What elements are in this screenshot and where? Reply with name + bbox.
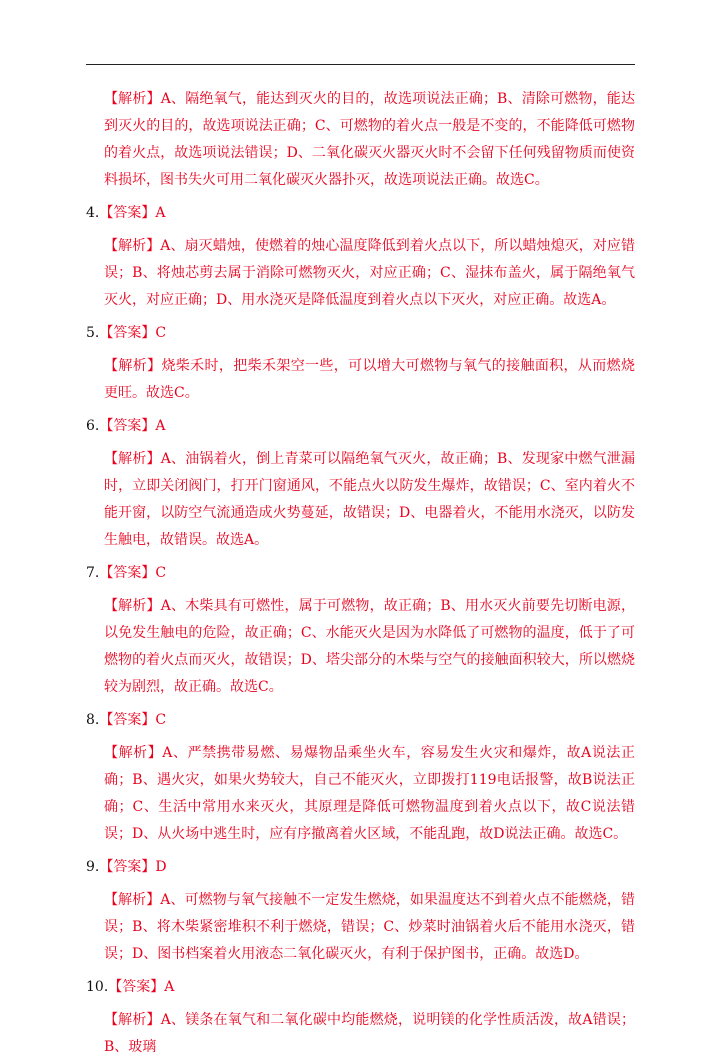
question-number: 7. <box>86 565 100 581</box>
explanation-paragraph: 【解析】A、隔绝氧气，能达到灭火的目的，故选项说法正确；B、清除可燃物，能达到灭火的目的，故选项说法正确；C、可燃物的着火点一般是不变的，不能降低可燃物的着火点，故选项说法错误；D、二氧化碳灭火器灭火时不会留下任何残留物质而使资料损坏，图书失火可用二氧化碳灭火器扑灭，故选项说法正确。故选C。 <box>104 91 635 188</box>
answer-label: 【答案】A <box>108 979 175 995</box>
answer-line <box>86 320 635 347</box>
explanation-paragraph: 【解析】烧柴禾时，把柴禾架空一些，可以增大可燃物与氧气的接触面积，从而燃烧更旺。故选C。 <box>104 358 635 401</box>
answer-content <box>86 86 635 1061</box>
answer-label: 【答案】C <box>99 325 167 341</box>
question-number: 4. <box>86 205 100 221</box>
answer-label: 【答案】C <box>99 565 167 581</box>
explanation-paragraph: 【解析】A、油锅着火，倒上青菜可以隔绝氧气灭火，故正确；B、发现家中燃气泄漏时，立即关闭阀门，打开门窗通风，不能点火以防发生爆炸，故错误；C、室内着火不能开窗，以防空气流通造成火势蔓延，故错误；D、电器着火，不能用水浇灭，以防发生触电，故错误。故选A。 <box>104 451 635 548</box>
question-number: 6. <box>86 418 100 434</box>
question-number: 8. <box>86 712 100 728</box>
answer-line <box>86 974 635 1001</box>
answer-line <box>86 200 635 227</box>
answer-line <box>86 707 635 734</box>
answer-label: 【答案】C <box>99 712 167 728</box>
answer-label: 【答案】D <box>99 859 167 875</box>
explanation-paragraph: 【解析】A、扇灭蜡烛，使燃着的烛心温度降低到着火点以下，所以蜡烛熄灭，对应错误；B、将烛芯剪去属于消除可燃物灭火，对应正确；C、湿抹布盖火，属于隔绝氧气灭火，对应正确；D、用水浇灭是降低温度到着火点以下灭火，对应正确。故选A。 <box>104 238 635 308</box>
explanation-paragraph: 【解析】A、镁条在氧气和二氧化碳中均能燃烧，说明镁的化学性质活泼，故A错误；B、玻璃 <box>104 1012 635 1055</box>
explanation-paragraph: 【解析】A、严禁携带易燃、易爆物品乘坐火车，容易发生火灾和爆炸，故A说法正确；B、遇火灾，如果火势较大，自己不能灭火，立即拨打119电话报警，故B说法正确；C、生活中常用水来灭火，其原理是降低可燃物温度到着火点以下，故C说法错误；D、从火场中逃生时，应有序撤离着火区域，不能乱跑，故D说法正确。故选C。 <box>104 745 635 842</box>
answer-label: 【答案】A <box>99 418 166 434</box>
question-number: 9. <box>86 859 100 875</box>
answer-label: 【答案】A <box>99 205 166 221</box>
answer-line <box>86 560 635 587</box>
explanation-paragraph: 【解析】A、木柴具有可燃性，属于可燃物，故正确；B、用水灭火前要先切断电源，以免发生触电的危险，故正确；C、水能灭火是因为水降低了可燃物的温度，低于了可燃物的着火点而灭火，故错误；D、塔尖部分的木柴与空气的接触面积较大，所以燃烧较为剧烈，故正确。故选C。 <box>104 598 635 695</box>
answer-line <box>86 854 635 881</box>
question-number: 5. <box>86 325 100 341</box>
answer-line <box>86 413 635 440</box>
explanation-paragraph: 【解析】A、可燃物与氧气接触不一定发生燃烧，如果温度达不到着火点不能燃烧，错误；B、将木柴紧密堆积不利于燃烧，错误；C、炒菜时油锅着火后不能用水浇灭，错误；D、图书档案着火用液态二氧化碳灭火，有利于保护图书，正确。故选D。 <box>104 892 635 962</box>
header-rule <box>86 64 635 65</box>
question-number: 10. <box>86 979 109 995</box>
